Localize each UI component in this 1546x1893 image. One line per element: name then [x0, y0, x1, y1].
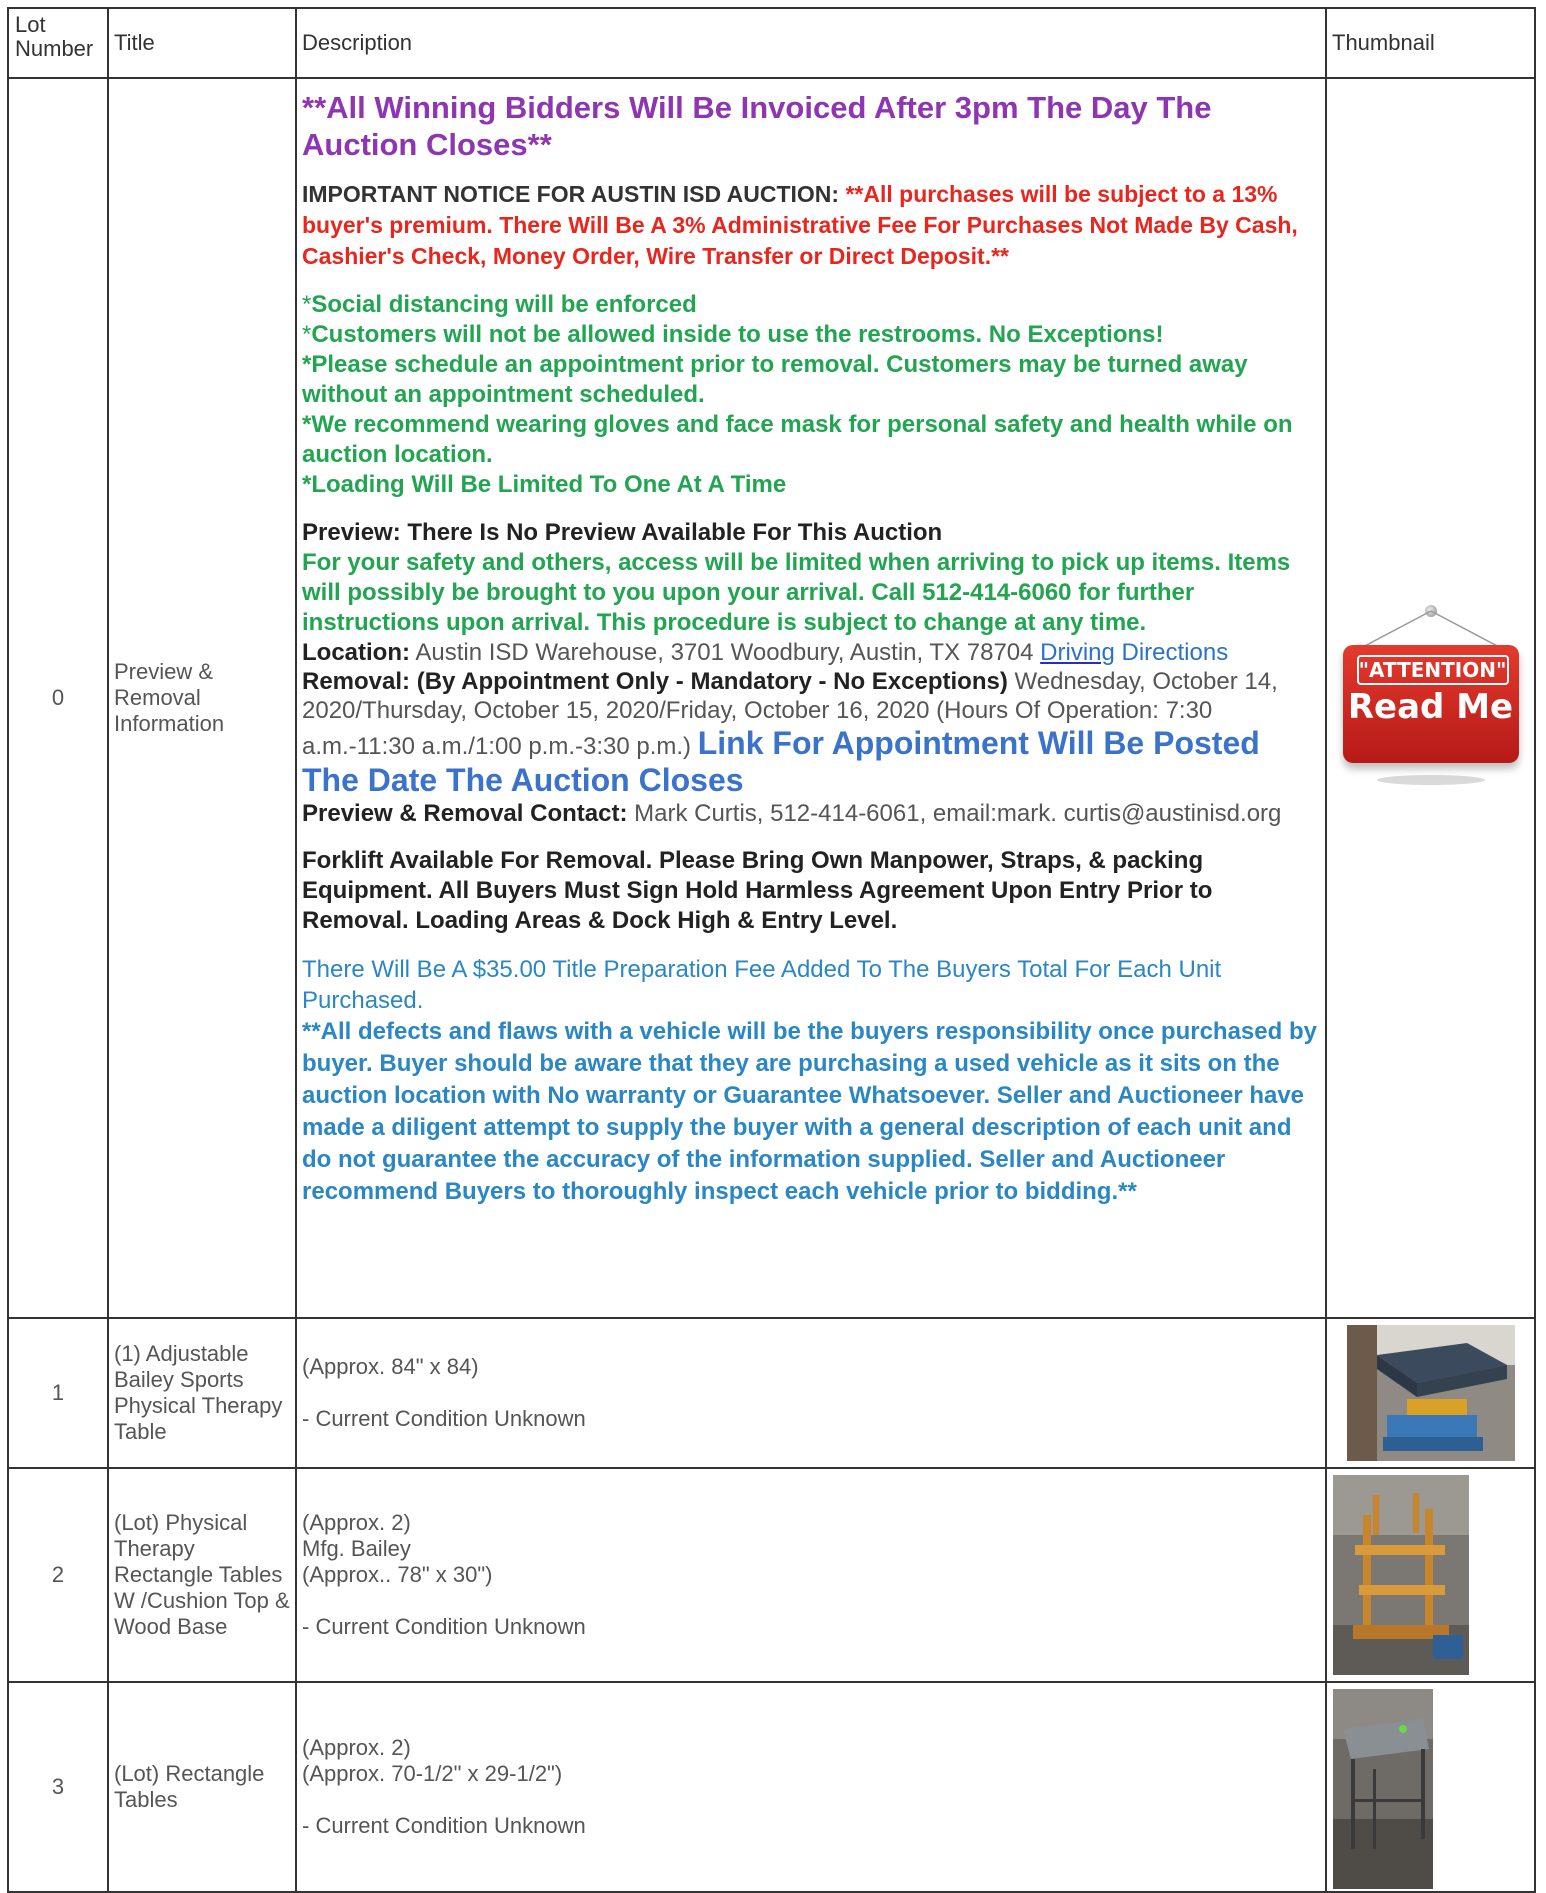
lot-description [296, 1318, 1326, 1468]
location-text: Austin ISD Warehouse, 3701 Woodbury, Austin, TX 78704 [410, 639, 1041, 666]
lot-number: 0 [8, 78, 108, 1318]
preview-line: Preview: There Is No Preview Available For This Auction [302, 519, 943, 546]
removal-line [302, 667, 1317, 799]
safety-text: For your safety and others, access will be limited when arriving to pick up items. Items will possibly be brought to you upon your arrival. Call 512-414-6060 for further instructions upon arrival. This procedure is subject to change at any time. [302, 549, 1291, 636]
table-row [8, 1468, 1535, 1682]
contact-label: Preview & Removal Contact: [302, 800, 628, 827]
important-notice [302, 179, 1317, 272]
lot-description [296, 1682, 1326, 1892]
location-label: Location: [302, 639, 410, 666]
sign-top-text: "ATTENTION" [1357, 655, 1509, 685]
contact-text: Mark Curtis, 512-414-6061, email:mark. curtis@austinisd.org [627, 800, 1282, 827]
sign-main-text: Read Me [1347, 687, 1514, 727]
appointment-link[interactable]: Link For Appointment Will Be Posted The Date The Auction Closes [302, 725, 1260, 798]
lot-number: 1 [8, 1318, 108, 1468]
defects-text: **All defects and flaws with a vehicle will be the buyers responsibility once purchased by buyer. Buyer should be aware that they are purchasing a used vehicle as it sits on the auction location with No warranty or Guarantee Whatsoever. Seller and Auctioneer have made a diligent attempt to supply the buyer with a general description of each unit and do not guarantee the accuracy of the information supplied. Seller and Auctioneer recommend Buyers to thoroughly inspect each vehicle prior to bidding.** [302, 1018, 1317, 1205]
removal-text: Wednesday, October 14, 2020/Thursday, October 15, 2020/Friday, October 16, 2020 (Hours Of Operation: 7:30 a.m.-11:30 a.m./1:00 p.m.-3:30 p.m.) [302, 668, 1278, 760]
desc-line: Mfg. Bailey [302, 1536, 411, 1561]
attention-sign-icon[interactable] [1337, 603, 1525, 793]
table-row [8, 78, 1535, 1318]
forklift-text: Forklift Available For Removal. Please Bring Own Manpower, Straps, & packing Equipment. All Buyers Must Sign Hold Harmless Agreement Upon Entry Prior to Removal. Loading Areas & Dock High & Entry Level. [302, 847, 1213, 934]
desc-line: (Approx.. 78" x 30") [302, 1562, 493, 1587]
lot-number: 3 [8, 1682, 108, 1892]
table-row [8, 1682, 1535, 1892]
contact-line [302, 799, 1317, 828]
desc-line: (Approx. 84" x 84) [302, 1354, 479, 1379]
lot-thumbnail[interactable] [1326, 1318, 1535, 1468]
lot-description [296, 1468, 1326, 1682]
lot-thumbnail[interactable] [1326, 78, 1535, 1318]
desc-line: - Current Condition Unknown [302, 1813, 586, 1838]
driving-directions-link[interactable]: Driving Directions [1040, 639, 1229, 666]
rule-item: *We recommend wearing gloves and face mask for personal safety and health while on auction location. [302, 411, 1293, 468]
table-row [8, 1318, 1535, 1468]
lot-description [296, 78, 1326, 1318]
lot-title: (Lot) Physical Therapy Rectangle Tables W /Cushion Top & Wood Base [108, 1468, 296, 1682]
header-thumbnail: Thumbnail [1326, 8, 1535, 78]
therapy-table-photo[interactable] [1347, 1325, 1515, 1461]
rule-item: *Loading Will Be Limited To One At A Time [302, 471, 787, 498]
metal-table-photo[interactable] [1333, 1689, 1433, 1889]
lots-table [7, 7, 1536, 1893]
lot-number: 2 [8, 1468, 108, 1682]
wood-table-photo[interactable] [1333, 1475, 1469, 1675]
notice-text: **All purchases will be subject to a 13% buyer's premium. There Will Be A 3% Administrative Fee For Purchases Not Made By Cash, Cashier's Check, Money Order, Wire Transfer or Direct Deposit.** [302, 181, 1298, 269]
desc-line: (Approx. 2) [302, 1735, 411, 1760]
removal-label: Removal: (By Appointment Only - Mandatory - No Exceptions) [302, 668, 1008, 695]
lot-title: (1) Adjustable Bailey Sports Physical Therapy Table [108, 1318, 296, 1468]
title-fee-text: There Will Be A $35.00 Title Preparation Fee Added To The Buyers Total For Each Unit Purchased. [302, 956, 1222, 1014]
desc-line: - Current Condition Unknown [302, 1614, 586, 1639]
notice-label: IMPORTANT NOTICE FOR AUSTIN ISD AUCTION: [302, 181, 846, 207]
lot-thumbnail[interactable] [1326, 1468, 1535, 1682]
desc-line: (Approx. 2) [302, 1510, 411, 1535]
lot-title: (Lot) Rectangle Tables [108, 1682, 296, 1892]
rule-item: *Customers will not be allowed inside to use the restrooms. No Exceptions! [302, 321, 1164, 348]
location-line [302, 638, 1317, 667]
desc-line: - Current Condition Unknown [302, 1406, 586, 1431]
header-lot-number: Lot Number [8, 8, 108, 78]
header-description: Description [296, 8, 1326, 78]
header-row [8, 8, 1535, 78]
desc-line: (Approx. 70-1/2" x 29-1/2") [302, 1761, 563, 1786]
rule-item: *Please schedule an appointment prior to removal. Customers may be turned away without an appointment scheduled. [302, 351, 1248, 408]
lot-thumbnail[interactable] [1326, 1682, 1535, 1892]
rule-item: *Social distancing will be enforced [302, 291, 697, 318]
rules-list [302, 290, 1317, 500]
header-title: Title [108, 8, 296, 78]
invoice-heading: **All Winning Bidders Will Be Invoiced After 3pm The Day The Auction Closes** [302, 90, 1212, 162]
lot-title: Preview & Removal Information [108, 78, 296, 1318]
